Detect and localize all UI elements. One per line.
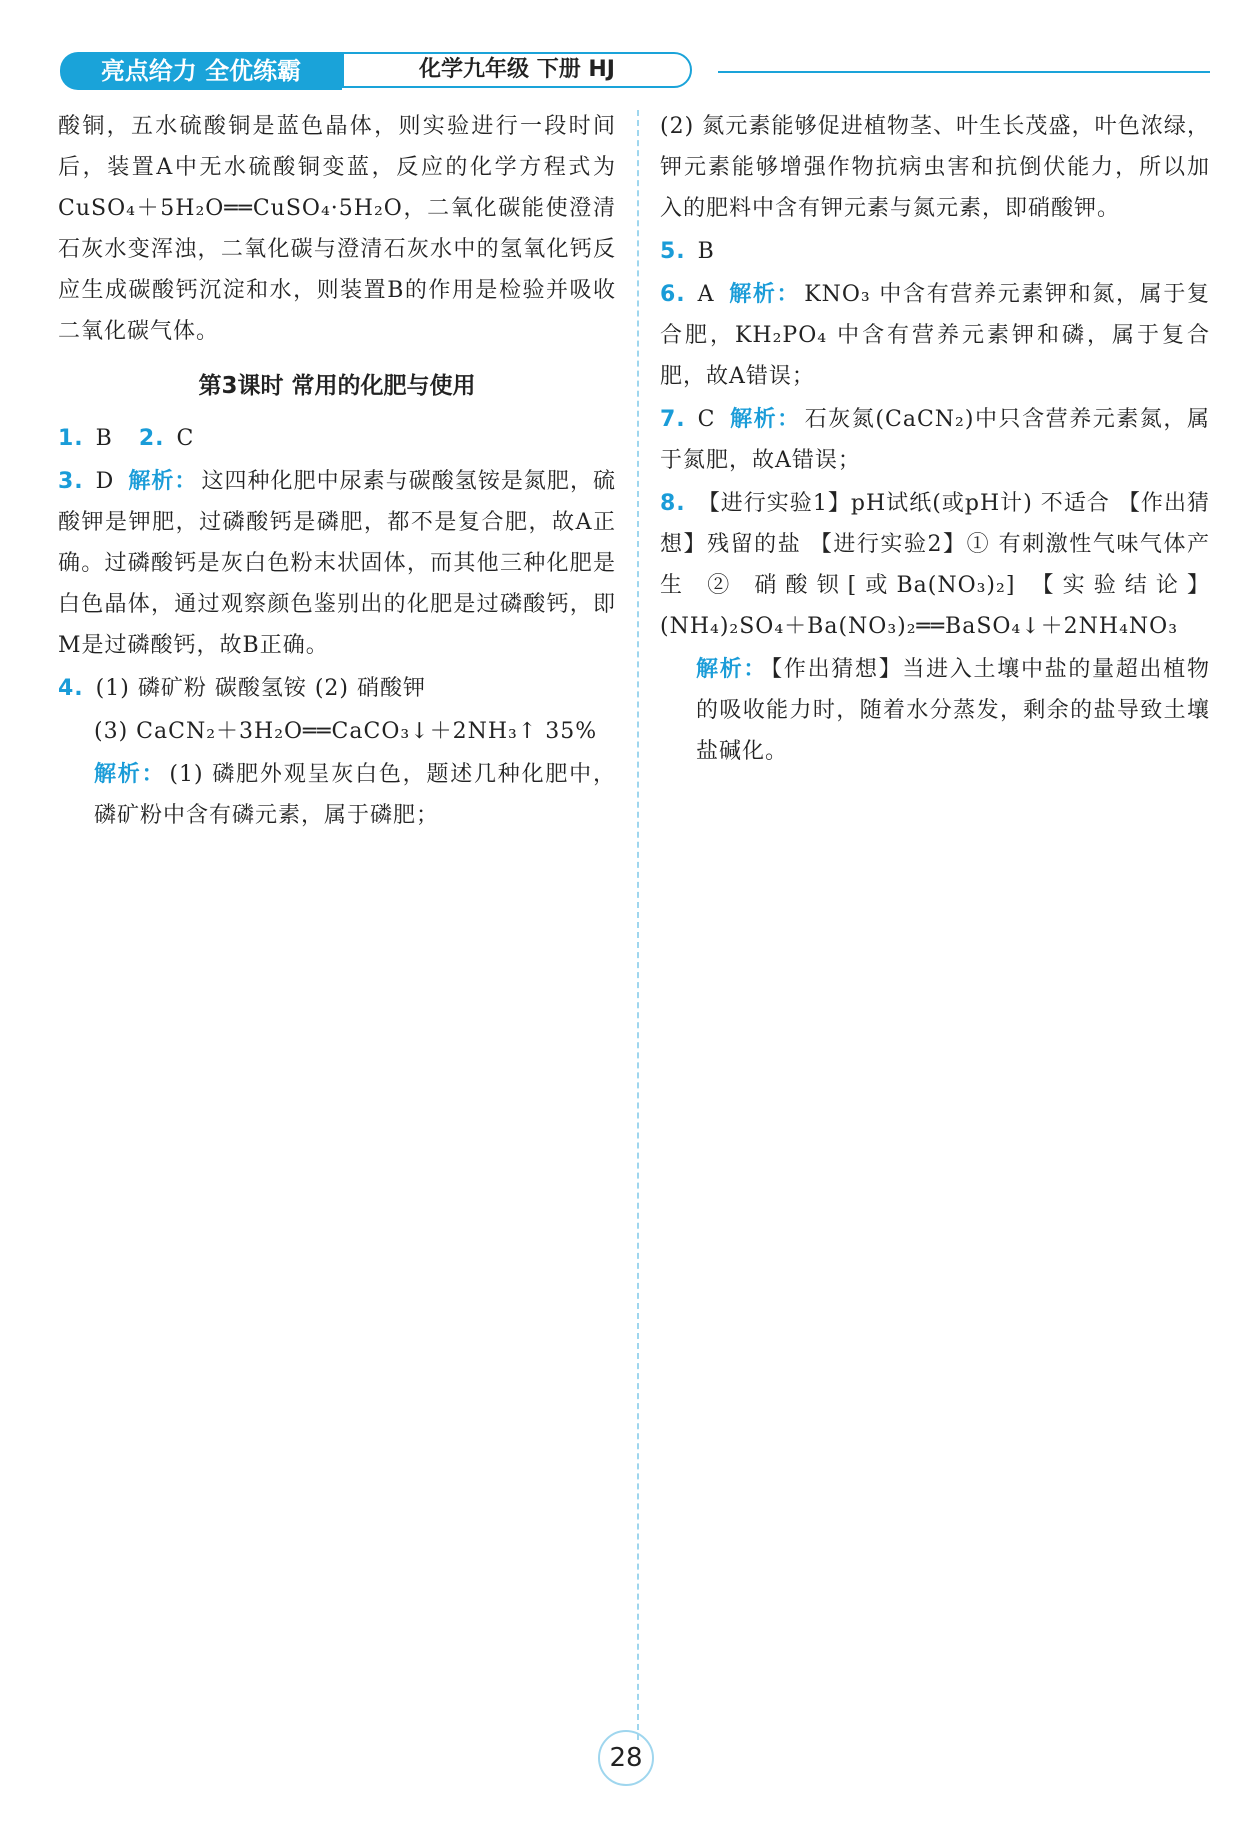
q2-number: 2. — [138, 426, 165, 451]
q1-answer: B — [95, 426, 113, 451]
q4-number: 4. — [58, 676, 84, 701]
page-header — [60, 52, 1210, 92]
q5-number: 5. — [660, 239, 686, 264]
q1-number: 1. — [58, 426, 84, 451]
q6-text: KNO₃ 中含有营养元素钾和氮，属于复合肥，KH₂PO₄ 中含有营养元素钾和磷，属于复合肥，故A错误； — [660, 282, 1210, 389]
q8-analysis — [660, 649, 1210, 772]
q6-analysis-label: 解析： — [728, 282, 801, 307]
q3-analysis-label: 解析： — [128, 469, 198, 494]
q2-answer: C — [176, 426, 195, 451]
section-title: 第3课时 常用的化肥与使用 — [198, 373, 476, 399]
q5-answer: B — [697, 239, 715, 264]
q4-continued: (2) 氮元素能够促进植物茎、叶生长茂盛，叶色浓绿，钾元素能够增强作物抗病虫害和抗倒伏能力，所以加入的肥料中含有钾元素与氮元素，即硝酸钾。 — [660, 114, 1210, 221]
q4-block — [58, 668, 616, 709]
q7-text: 石灰氮(CaCN₂)中只含营养元素氮，属于氮肥，故A错误； — [660, 407, 1210, 473]
q7-block — [660, 399, 1210, 481]
q4-line2: (3) CaCN₂＋3H₂O══CaCO₃↓＋2NH₃↑ 35% — [94, 719, 598, 744]
intro-paragraph: 酸铜，五水硫酸铜是蓝色晶体，则实验进行一段时间后，装置A中无水硫酸铜变蓝，反应的化学方程式为 CuSO₄＋5H₂O══CuSO₄·5H₂O，二氧化碳能使澄清石灰水变浑浊，二氧化碳与澄清石灰水中的氢氧化钙反应生成碳酸钙沉淀和水，则装置B的作用是检验并吸收二氧化碳气体。 — [58, 114, 616, 344]
q3-answer: D — [95, 469, 115, 494]
q8-text: 【进行实验1】pH试纸(或pH计) 不适合 【作出猜想】残留的盐 【进行实验2】① 有刺激性气味气体产生 ② 硝酸钡[或Ba(NO₃)₂] 【实验结论】(NH₄)₂SO₄＋Ba(NO₃)₂══BaSO₄↓＋2NH₄NO₃ — [660, 491, 1210, 639]
subject-title: 化学九年级 下册 HJ — [342, 52, 692, 88]
q3-text: 这四种化肥中尿素与碳酸氢铵是氮肥，硫酸钾是钾肥，过磷酸钙是磷肥，都不是复合肥，故A正确。过磷酸钙是灰白色粉末状固体，而其他三种化肥是白色晶体，通过观察颜色鉴别出的化肥是过磷酸钙，即M是过磷酸钙，故B正确。 — [58, 469, 616, 658]
q5-block — [660, 231, 1210, 272]
q7-number: 7. — [660, 407, 686, 432]
right-column — [660, 106, 1210, 774]
column-divider — [637, 110, 639, 1740]
q6-number: 6. — [660, 282, 686, 307]
q7-answer: C — [697, 407, 716, 432]
q8-analysis-label: 解析： — [696, 657, 768, 682]
q4-analysis — [58, 754, 616, 836]
q3-number: 3. — [58, 469, 84, 494]
q6-block — [660, 274, 1210, 397]
q4-line1: (1) 磷矿粉 碳酸氢铵 (2) 硝酸钾 — [95, 676, 426, 701]
header-rule — [718, 71, 1210, 73]
left-column — [58, 106, 616, 838]
q4-text: (1) 磷肥外观呈灰白色，题述几种化肥中，磷矿粉中含有磷元素，属于磷肥； — [94, 762, 616, 828]
page-number: 28 — [609, 1743, 643, 1773]
q8-block — [660, 483, 1210, 647]
q3-block — [58, 461, 616, 666]
q8-explanation: 【作出猜想】当进入土壤中盐的量超出植物的吸收能力时，随着水分蒸发，剩余的盐导致土壤盐碱化。 — [696, 657, 1210, 764]
q4-analysis-label: 解析： — [94, 762, 166, 787]
q6-answer: A — [697, 282, 715, 307]
answers-1-2 — [58, 418, 616, 459]
brand-banner: 亮点给力 全优练霸 — [60, 52, 342, 90]
q8-number: 8. — [660, 491, 686, 516]
q7-analysis-label: 解析： — [729, 407, 801, 432]
